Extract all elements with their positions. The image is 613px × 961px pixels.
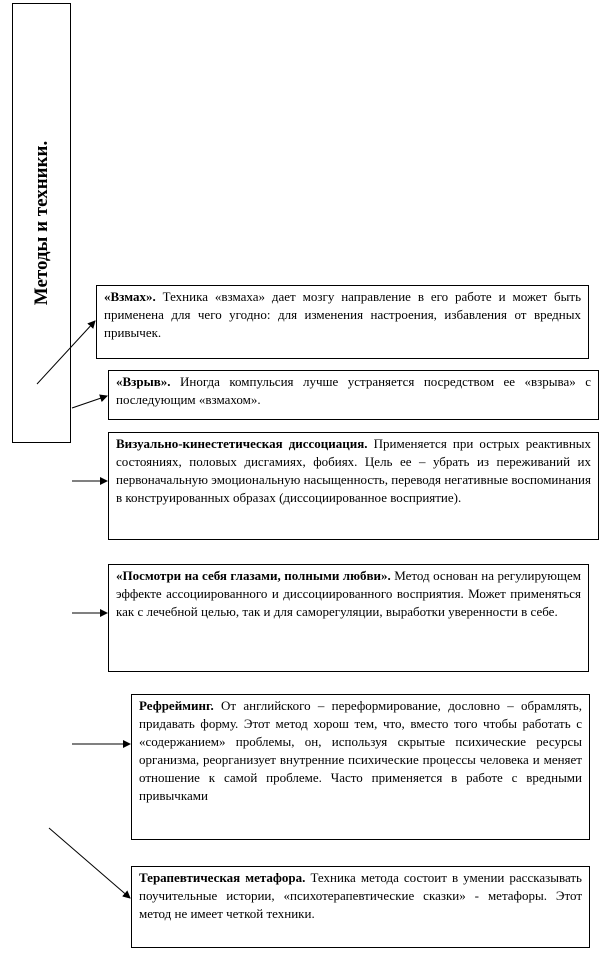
method-box-dissociation [108,432,599,540]
method-box-metaphor [131,866,590,948]
method-text: От английского – переформирование, дословно – обрамлять, придавать форму. Этот метод хорош тем, что, вместо того чтобы работать с «содержанием» проблемы, он, используя скрытые психические ресурсы организма, реорганизует внутренние психические процессы человека и меняет отношение к самой проблеме. Часто применяется в работе с вредными привычками [139,698,582,803]
method-heading: Рефрейминг. [139,698,214,713]
method-box-vzryv [108,370,599,420]
method-box-reframing [131,694,590,840]
arrow-2 [72,396,107,408]
method-heading: «Посмотри на себя глазами, полными любви». [116,568,391,583]
arrow-6 [49,828,130,898]
method-box-vzmakh [96,285,589,359]
method-text: Техника метода состоит в умении рассказывать поучительные истории, «психотерапевтические сказки» - метафоры. Этот метод не имеет четкой техники. [139,870,582,921]
method-box-self-love [108,564,589,672]
method-heading: «Взрыв». [116,374,171,389]
method-heading: Терапевтическая метафора. [139,870,306,885]
method-heading: Визуально-кинестетическая диссоциация. [116,436,368,451]
method-text: Метод основан на регулирующем эффекте ассоциированного и диссоциированного восприятия. Может применяться как с лечебной целью, так и для саморегуляции, выработки уверенности в себе. [116,568,582,619]
diagram-title: Методы и техники. [30,140,52,306]
method-text: Применяется при острых реактивных состояниях, половых дисгамиях, фобиях. Цель ее – убрать из переживаний их первоначальную эмоциональную насыщенность, переводя негативные воспоминания в конструированных образах (диссоциированное восприятие). [116,436,592,505]
arrow-1 [37,321,95,384]
method-heading: «Взмах». [104,289,156,304]
method-text: Техника «взмаха» дает мозгу направление в его работе и может быть применена для чего угодно: для изменения настроения, избавления от вредных привычек. [104,289,581,340]
method-text: Иногда компульсия лучше устраняется посредством ее «взрыва» с последующим «взмахом». [116,374,591,407]
